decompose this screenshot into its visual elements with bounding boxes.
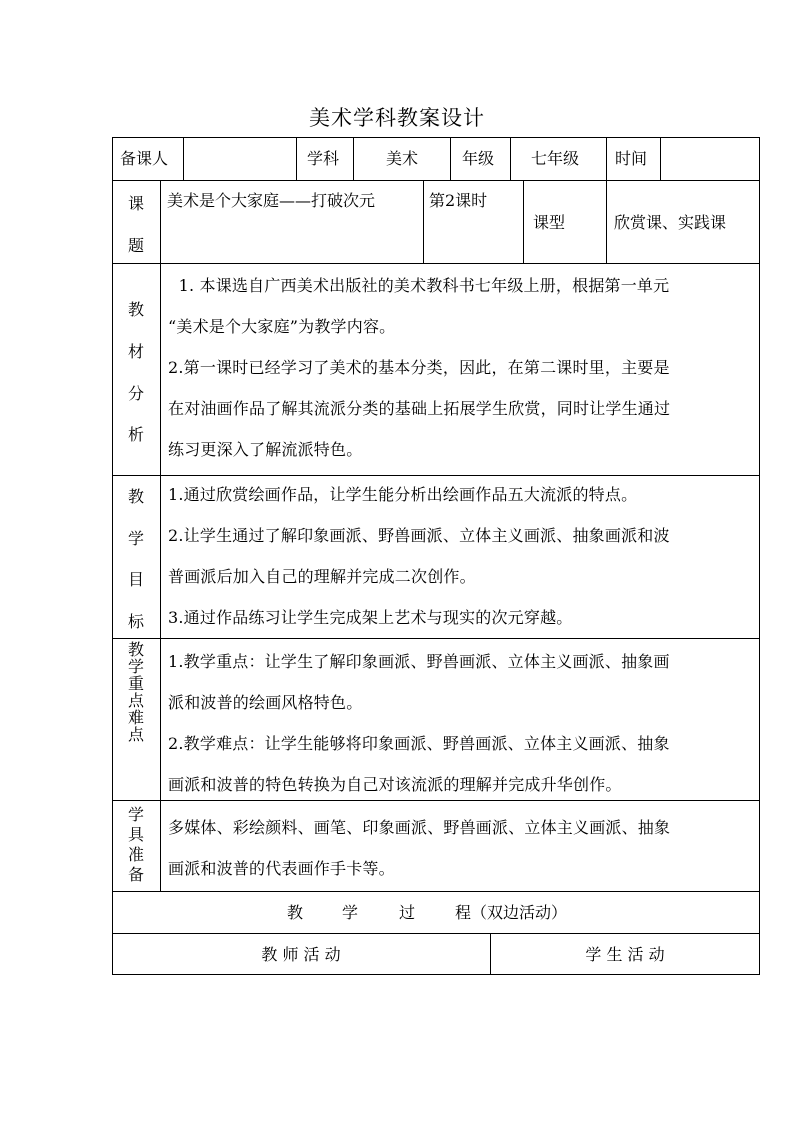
- table-rule: [423, 180, 424, 264]
- text-line: 派和波普的绘画风格特色。: [168, 693, 363, 712]
- label-char: 准: [127, 845, 144, 864]
- material-label: 分: [127, 384, 144, 403]
- subject-label: 学科: [307, 149, 340, 168]
- text-line: 2.让学生通过了解印象画派、野兽画派、立体主义画派、抽象画派和波: [168, 526, 670, 545]
- table-rule: [606, 137, 607, 181]
- text-line: 2.第一课时已经学习了美术的基本分类，因此，在第二课时里，主要是: [168, 358, 670, 377]
- table-rule: [183, 137, 184, 181]
- topic-label: 题: [127, 236, 144, 255]
- table-rule: [353, 137, 354, 181]
- text-line: 普画派后加入自己的理解并完成二次创作。: [168, 567, 476, 586]
- label-char: 重: [127, 674, 144, 693]
- key-points-label: [126, 641, 146, 743]
- process-heading-4: 程（双边活动）: [455, 903, 568, 922]
- label-char: 教: [127, 640, 144, 659]
- topic-value: 美术是个大家庭——打破次元: [167, 191, 376, 210]
- lesson-plan-table: [112, 137, 760, 975]
- student-activity-header: 学 生 活 动: [585, 945, 665, 964]
- text-line: “美术是个大家庭”为教学内容。: [168, 317, 396, 336]
- text-line: 练习更深入了解流派特色。: [168, 440, 363, 459]
- table-rule: [160, 263, 161, 892]
- table-rule: [523, 180, 524, 264]
- label-char: 点: [127, 725, 144, 744]
- material-text: [168, 265, 758, 470]
- subject-value: 美术: [386, 149, 419, 168]
- table-rule: [112, 933, 760, 934]
- goals-label: 学: [127, 529, 144, 548]
- key-points-text: [168, 641, 758, 805]
- period-value: 第2课时: [429, 191, 488, 210]
- grade-label: 年级: [462, 149, 495, 168]
- text-line: 画派和波普的代表画作手卡等。: [168, 859, 395, 878]
- type-value: 欣赏课、实践课: [614, 213, 727, 232]
- text-line: 画派和波普的特色转换为自己对该流派的理解并完成升华创作。: [168, 775, 622, 794]
- table-rule: [450, 137, 451, 181]
- table-rule: [296, 137, 297, 181]
- time-label: 时间: [615, 149, 648, 168]
- table-rule: [112, 891, 760, 892]
- preparer-label: 备课人: [120, 149, 169, 168]
- type-label: 课型: [533, 213, 566, 232]
- table-rule: [660, 137, 661, 181]
- table-rule: [606, 180, 607, 264]
- tools-label: [126, 805, 146, 885]
- topic-label: 课: [127, 194, 144, 213]
- label-char: 点: [127, 691, 144, 710]
- goals-label: 标: [127, 612, 144, 631]
- text-line: 在对油画作品了解其流派分类的基础上拓展学生欣赏，同时让学生通过: [168, 399, 671, 418]
- material-label: 教: [127, 300, 144, 319]
- page-title: 美术学科教案设计: [309, 106, 485, 130]
- process-heading-1: 教: [287, 903, 304, 922]
- table-rule: [759, 137, 760, 975]
- label-char: 备: [127, 865, 144, 884]
- process-heading-3: 过: [399, 903, 416, 922]
- table-rule: [112, 137, 113, 975]
- text-line: 1.通过欣赏绘画作品，让学生能分析出绘画作品五大流派的特点。: [168, 485, 638, 504]
- table-rule: [112, 180, 760, 181]
- text-line: 1. 本课选自广西美术出版社的美术教科书七年级上册，根据第一单元: [168, 276, 670, 295]
- grade-value: 七年级: [531, 149, 580, 168]
- table-rule: [112, 137, 760, 138]
- goals-text: [168, 474, 758, 638]
- teacher-activity-header: 教 师 活 动: [261, 945, 341, 964]
- tools-text: [168, 807, 758, 889]
- goals-label: 目: [127, 570, 144, 589]
- text-line: 3.通过作品练习让学生完成架上艺术与现实的次元穿越。: [168, 608, 573, 627]
- goals-label: 教: [127, 487, 144, 506]
- table-rule: [160, 180, 161, 264]
- label-char: 难: [127, 708, 144, 727]
- table-rule: [510, 137, 511, 181]
- label-char: 学: [127, 657, 144, 676]
- text-line: 1.教学重点：让学生了解印象画派、野兽画派、立体主义画派、抽象画: [168, 652, 670, 671]
- text-line: 2.教学难点：让学生能够将印象画派、野兽画派、立体主义画派、抽象: [168, 734, 670, 753]
- table-rule: [112, 263, 760, 264]
- table-rule: [112, 974, 760, 975]
- label-char: 学: [127, 805, 144, 824]
- process-heading-2: 学: [342, 903, 359, 922]
- table-rule: [112, 638, 760, 639]
- label-char: 具: [127, 825, 144, 844]
- text-line: 多媒体、彩绘颜料、画笔、印象画派、野兽画派、立体主义画派、抽象: [168, 818, 671, 837]
- material-label: 材: [127, 342, 144, 361]
- material-label: 析: [127, 425, 144, 444]
